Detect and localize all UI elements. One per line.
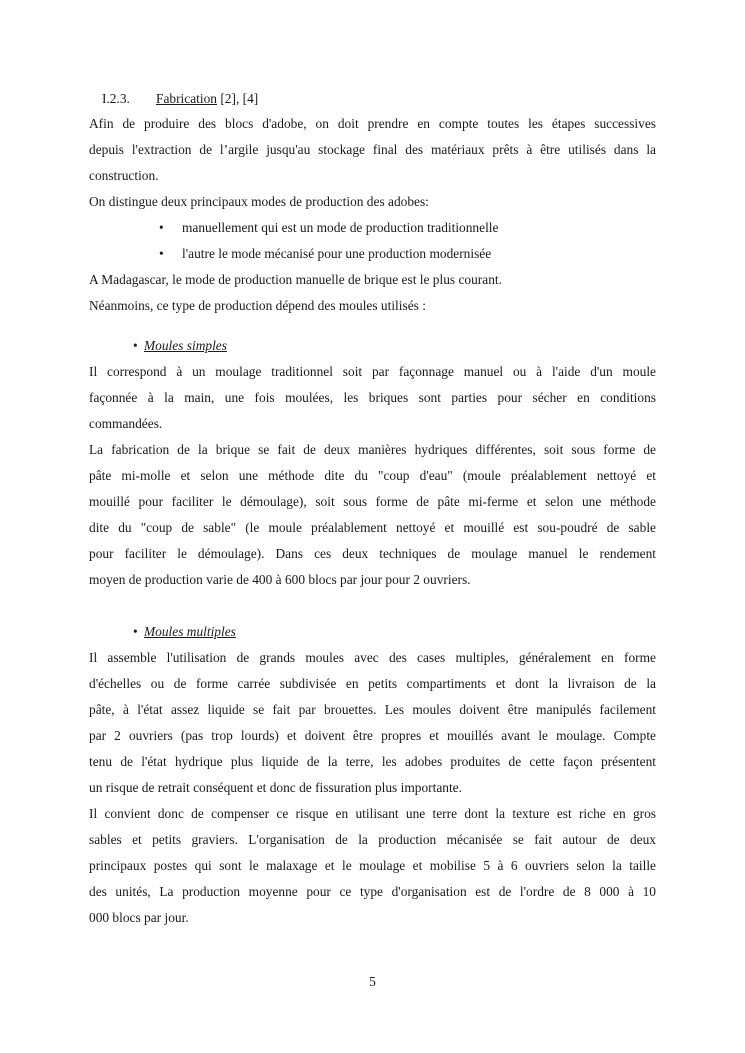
multiples-p1-line-5: tenu de l'état hydrique plus liquide de la terre, les adobes produites de cette façon présentent [89,754,656,769]
simples-p2-line-3: mouillé pour faciliter le démoulage), soit sous forme de pâte mi-ferme et selon une méthode [89,494,656,509]
section-title: Fabrication [156,91,217,106]
document-page [89,86,656,931]
section-heading [89,86,656,111]
multiples-p1-line-6: un risque de retrait conséquent et donc de fissuration plus importante. [89,780,462,795]
list-item-text: l'autre le mode mécanisé pour une production modernisée [182,246,492,261]
moules-simples-heading [89,333,656,359]
intro-line-1: Afin de produire des blocs d'adobe, on doit prendre en compte toutes les étapes successives [89,116,656,131]
section-refs: [2], [4] [216,91,259,106]
simples-p2-line-5: pour faciliter le démoulage). Dans ces deux techniques de moulage manuel le rendement [89,546,656,561]
madagascar-text: A Madagascar, le mode de production manuelle de brique est le plus courant. [89,272,502,287]
multiples-p2-line-4: des unités, La production moyenne pour ce type d'organisation est de l'ordre de 8 000 à 10 [89,884,656,899]
modes-intro: On distingue deux principaux modes de production des adobes: [89,194,429,209]
simples-p2-line-2: pâte mi-molle et selon une méthode dite du "coup d'eau" (moule préalablement nettoyé et [89,468,656,483]
multiples-p2-line-2: sables et petits graviers. L'organisation de la production mécanisée se fait autour de deux [89,832,656,847]
bullet-icon: • [159,220,164,235]
page-number: 5 [369,974,376,989]
section-number: I.2.3. [102,91,130,106]
moules-simples-title: Moules simples [144,338,227,353]
moules-multiples-title: Moules multiples [144,624,236,639]
simples-p2-line-6: moyen de production varie de 400 à 600 blocs par jour pour 2 ouvriers. [89,572,471,587]
multiples-p1-line-4: par 2 ouvriers (pas trop lourds) et doivent être propres et mouillés avant le moulage. Compte [89,728,656,743]
multiples-p2-line-5: 000 blocs par jour. [89,910,189,925]
bullet-icon: • [133,624,138,639]
list-item [89,241,656,267]
list-item-text: manuellement qui est un mode de production traditionnelle [182,220,499,235]
intro-line-3: construction. [89,168,159,183]
simples-p1-line-2: façonnée à la main, une fois moulées, les briques sont parties pour sécher en conditions [89,390,656,405]
spacer [89,593,656,619]
intro-line-2: depuis l'extraction de l’argile jusqu'au stockage final des matériaux prêts à être utilisés dans la [89,142,656,157]
multiples-p1-line-3: pâte, à l'état assez liquide se fait par brouettes. Les moules doivent être manipulés facilement [89,702,656,717]
simples-p2-line-4: dite du "coup de sable" (le moule préalablement nettoyé et mouillé est sou-poudré de sable [89,520,656,535]
spacer [89,319,656,333]
simples-p2-line-1: La fabrication de la brique se fait de deux manières hydriques différentes, soit sous forme de [89,442,656,457]
multiples-p1-line-2: d'échelles ou de forme carrée subdivisée en petits compartiments et dont la livraison de la [89,676,656,691]
multiples-p1-line-1: Il assemble l'utilisation de grands moules avec des cases multiples, généralement en forme [89,650,656,665]
bullet-icon: • [159,246,164,261]
section-title-wrap [156,86,258,111]
simples-p1-line-3: commandées. [89,416,163,431]
multiples-p2-line-1: Il convient donc de compenser ce risque en utilisant une terre dont la texture est riche en gros [89,806,656,821]
multiples-p2-line-3: principaux postes qui sont le malaxage et le moulage et mobilise 5 à 6 ouvriers selon la taille [89,858,656,873]
simples-p1-line-1: Il correspond à un moulage traditionnel soit par façonnage manuel ou à l'aide d'un moule [89,364,656,379]
neanmoins-text: Néanmoins, ce type de production dépend des moules utilisés : [89,298,426,313]
moules-multiples-heading [89,619,656,645]
bullet-icon: • [133,338,138,353]
list-item [89,215,656,241]
